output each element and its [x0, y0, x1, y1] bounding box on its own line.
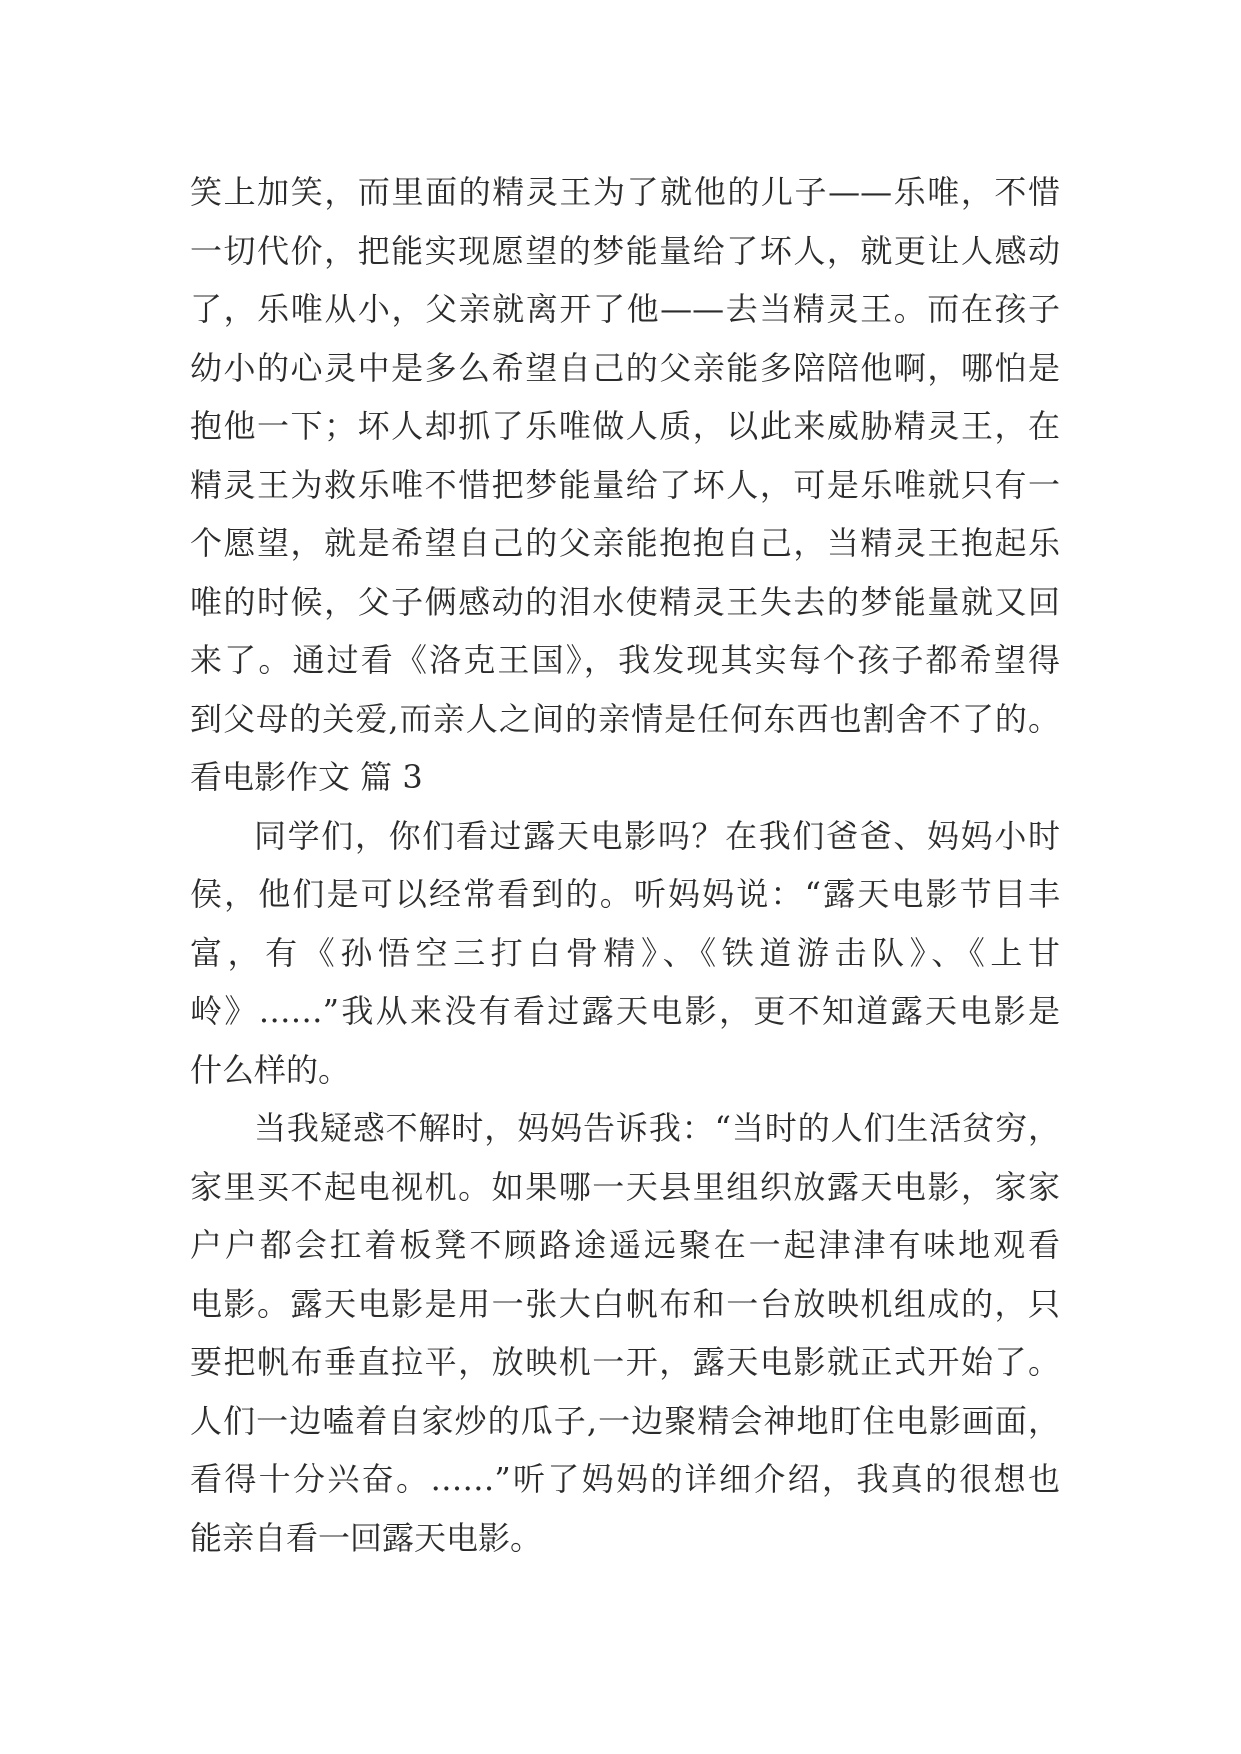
text-line: 个愿望，就是希望自己的父亲能抱抱自己，当精灵王抱起乐: [190, 524, 1060, 562]
text-line: 当我疑惑不解时，妈妈告诉我：“当时的人们生活贫穷，: [254, 1109, 1060, 1147]
text-line: 幼小的心灵中是多么希望自己的父亲能多陪陪他啊，哪怕是: [190, 348, 1060, 387]
text-line: 能亲自看一回露天电影。: [190, 1518, 543, 1557]
text-line: 什么样的。: [190, 1050, 351, 1089]
text-line: 侯，他们是可以经常看到的。听妈妈说：“露天电影节目丰: [190, 875, 1060, 913]
text-line: 岭》……”我从来没有看过露天电影，更不知道露天电影是: [190, 992, 1060, 1030]
text-line: 唯的时候，父子俩感动的泪水使精灵王失去的梦能量就又回: [190, 582, 1060, 621]
paragraph-1: [190, 163, 1060, 748]
text-line: 电影。露天电影是用一张大白帆布和一台放映机组成的，只: [190, 1284, 1060, 1323]
text-line: 了，乐唯从小，父亲就离开了他——去当精灵王。而在孩子: [190, 290, 1060, 328]
document-body: [190, 163, 1060, 1567]
text-line: 一切代价，把能实现愿望的梦能量给了坏人，就更让人感动: [190, 231, 1060, 270]
text-line: 要把帆布垂直拉平，放映机一开，露天电影就正式开始了。: [190, 1343, 1060, 1381]
section-heading: 看电影作文 篇 3: [190, 758, 423, 796]
text-line: 看得十分兴奋。……”听了妈妈的详细介绍，我真的很想也: [190, 1460, 1060, 1498]
text-line: 富，有《孙悟空三打白骨精》、《铁道游击队》、《上甘: [190, 933, 1060, 972]
paragraph-2: [190, 807, 1060, 1100]
text-line: 同学们，你们看过露天电影吗？在我们爸爸、妈妈小时: [254, 816, 1060, 855]
text-line: 到父母的关爱,而亲人之间的亲情是任何东西也割舍不了的。: [190, 699, 1060, 738]
text-line: 精灵王为救乐唯不惜把梦能量给了坏人，可是乐唯就只有一: [190, 465, 1060, 504]
text-line: 户户都会扛着板凳不顾路途遥远聚在一起津津有味地观看: [190, 1226, 1060, 1264]
text-line: 抱他一下；坏人却抓了乐唯做人质，以此来威胁精灵王，在: [190, 407, 1060, 445]
text-line: 人们一边嗑着自家炒的瓜子,一边聚精会神地盯住电影画面，: [190, 1401, 1060, 1440]
text-line: 笑上加笑，而里面的精灵王为了就他的儿子——乐唯，不惜: [190, 173, 1060, 211]
text-line: 来了。通过看《洛克王国》，我发现其实每个孩子都希望得: [190, 641, 1060, 679]
text-line: 家里买不起电视机。如果哪一天县里组织放露天电影，家家: [190, 1167, 1060, 1206]
paragraph-3: [190, 1099, 1060, 1567]
